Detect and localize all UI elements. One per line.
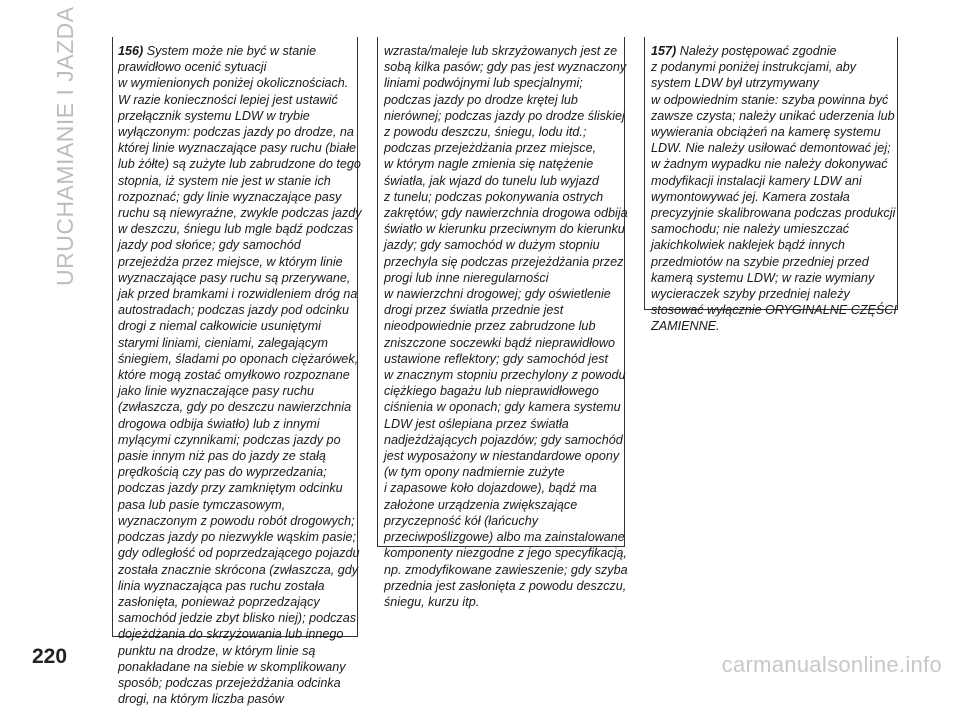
- text-line: pasa lub pasie tymczasowym,: [118, 497, 286, 512]
- text-line: drogi, na którym liczba pasów: [118, 692, 284, 707]
- text-line: (zwłaszcza, gdy po deszczu nawierzchnia: [118, 400, 352, 415]
- text-line: prędkością czy pas do wyprzedzania;: [118, 465, 327, 480]
- text-line: autostradach; podczas jazdy pod odcinku: [118, 303, 350, 318]
- watermark: carmanualsonline.info: [721, 652, 942, 677]
- text-line: podczas jazdy po niezwykle wąskim pasie;: [118, 530, 356, 545]
- text-line: została znacznie skrócona (zwłaszcza, gdy: [118, 562, 359, 577]
- text-line: w znacznym stopniu przechylony z powodu: [384, 368, 626, 383]
- text-line: ZAMIENNE.: [651, 319, 720, 334]
- text-line: śniegiem, śladami po oponach ciężarówek,: [118, 351, 359, 366]
- text-line: gdy odległość od poprzedzającego pojazdu: [118, 546, 360, 561]
- text-line: z tunelu; podczas pokonywania ostrych: [384, 189, 604, 204]
- text-line: pasie innym niż pas do jazdy ze stałą: [118, 449, 326, 464]
- text-line: w nawierzchni drogowej; gdy oświetlenie: [384, 287, 611, 302]
- text-line: przejeżdża przez miejsce, w którym linie: [118, 254, 343, 269]
- text-line: dojeżdżania do skrzyżowania lub innego: [118, 627, 344, 642]
- text-line: system LDW był utrzymywany: [651, 76, 819, 91]
- text-line: np. zmodyfikowane zawieszenie; gdy szyba: [384, 562, 628, 577]
- warning-box-157: [644, 37, 898, 334]
- text-line: ustawione reflektory; gdy samochód jest: [384, 351, 609, 366]
- text-line: stosować wyłącznie ORYGINALNE CZĘŚCI: [651, 303, 897, 318]
- text-line: LDW. Nie należy usiłować demontować jej;: [651, 141, 891, 156]
- text-line: nadjeżdżających pojazdów; gdy samochód: [384, 432, 623, 447]
- text-line: wyznaczające pasy ruchu są przerywane,: [118, 270, 351, 285]
- text-line: jakichkolwiek naklejek bądź innych: [651, 238, 845, 253]
- text-line: liniami podwójnymi lub specjalnymi;: [384, 76, 583, 91]
- text-line: LDW jest oślepiana przez światła: [384, 416, 569, 431]
- text-line: progi lub inne nieregularności: [384, 270, 549, 285]
- text-line: przednia jest zasłonięta z powodu deszczu,: [384, 578, 627, 593]
- text-line: zasłonięta, ponieważ poprzedzający: [118, 594, 320, 609]
- text-line: zakrętów; gdy nawierzchnia drogowa odbija: [384, 206, 628, 221]
- text-line: W razie konieczności lepiej jest ustawić: [118, 92, 338, 107]
- text-line: podczas jazdy przy zamkniętym odcinku: [118, 481, 343, 496]
- text-line: z powodu deszczu, śniegu, lodu itd.;: [384, 125, 587, 140]
- text-line: w wymienionych poniżej okolicznościach.: [118, 76, 349, 91]
- text-line: podczas przejeżdżania przez miejsce,: [384, 141, 597, 156]
- text-line: wycieraczek szyby przedniej należy: [651, 287, 850, 302]
- text-line: przedmiotów na szybie przedniej przed: [651, 254, 869, 269]
- text-line: wyznaczonym z powodu robót drogowych;: [118, 513, 355, 528]
- text-line: samochód jedzie zbyt blisko niej); podczas: [118, 611, 357, 626]
- text-line: w żadnym wypadku nie należy dokonywać: [651, 157, 888, 172]
- text-line: wyłączonym: podczas jazdy po drodze, na: [118, 125, 354, 140]
- text-line: wywierania obciążeń na kamerę systemu: [651, 125, 881, 140]
- text-line: drogowa odbija światło) lub z innymi: [118, 416, 320, 431]
- text-line: założone urządzenia zwiększające: [384, 497, 578, 512]
- text-line: starymi liniami, cieniami, zalegającym: [118, 335, 328, 350]
- text-line: zawsze czysta; należy unikać uderzenia lub: [651, 108, 895, 123]
- text-line: precyzyjnie skalibrowana podczas produkcji: [651, 206, 896, 221]
- text-line: mylącymi czynnikami; podczas jazdy po: [118, 432, 341, 447]
- text-line: sposób; podczas przejeżdżania odcinka: [118, 675, 341, 690]
- text-line: modyfikacji instalacji kamery LDW ani: [651, 173, 862, 188]
- section-title: URUCHAMIANIE I JAZDA: [52, 6, 78, 286]
- text-line: w deszczu, śniegu lub mgle bądź podczas: [118, 222, 354, 237]
- text-line: rozpoznać; gdy linie wyznaczające pasy: [118, 189, 342, 204]
- text-line: komponenty niezgodne z jego specyfikacją,: [384, 546, 627, 561]
- text-line: jazdy; gdy samochód w dużym stopniu: [384, 238, 600, 253]
- text-line: jest wyposażony w niestandardowe opony: [384, 449, 620, 464]
- text-line: ciśnienia w oponach; gdy kamera systemu: [384, 400, 621, 415]
- text-line: lub żółte) są zużyte lub zabrudzone do tego: [118, 157, 361, 172]
- text-line: ruchu są niewyraźne, zwykle podczas jazdy: [118, 206, 362, 221]
- text-line: jako linie wyznaczające pasy ruchu: [118, 384, 315, 399]
- text-line: nieodpowiednie przez zabrudzone lub: [384, 319, 596, 334]
- text-line: ponakładane na siebie w skomplikowany: [118, 659, 346, 674]
- text-line: w którym nagle zmienia się natężenie: [384, 157, 594, 172]
- text-line: w odpowiednim stanie: szyba powinna być: [651, 92, 889, 107]
- text-line: światła, jak wjazd do tunelu lub wyjazd: [384, 173, 599, 188]
- text-line: kamerą systemu LDW; w razie wymiany: [651, 270, 875, 285]
- text-line: śniegu, kurzu itp.: [384, 594, 480, 609]
- warning-box-156: [112, 37, 362, 707]
- text-line: jak przed bramkami i rozwidleniem dróg na: [118, 287, 358, 302]
- note-number: 157): [651, 44, 677, 58]
- text-line: przełącznik systemu LDW w trybie: [118, 108, 310, 123]
- text-line: stopnia, iż system nie jest w stanie ich: [118, 173, 331, 188]
- text-line: światło w kierunku przeciwnym do kierunku: [384, 222, 625, 237]
- text-line: punktu na drodze, w którym linie są: [118, 643, 316, 658]
- text-line: zniszczone soczewki bądź nieprawidłowo: [384, 335, 615, 350]
- text-line: której linie wyznaczające pasy ruchu (białe: [118, 141, 356, 156]
- note-number: 156): [118, 44, 144, 58]
- page-number: 220: [32, 645, 68, 668]
- text-line: drogi z niemal całkowicie usuniętymi: [118, 319, 321, 334]
- text-line: przeciwpoślizgowe) albo ma zainstalowane: [384, 530, 625, 545]
- text-line: które mogą zostać omyłkowo rozpoznane: [118, 368, 350, 383]
- text-line: i zapasowe koło dojazdowe), bądź ma: [384, 481, 597, 496]
- text-line: przechyla się podczas przejeżdżania przez: [384, 254, 624, 269]
- text-line: samochodu; nie należy umieszczać: [651, 222, 850, 237]
- text-line: jazdy pod słońce; gdy samochód: [118, 238, 301, 253]
- text-line: (w tym opony nadmiernie zużyte: [384, 465, 565, 480]
- text-line: z podanymi poniżej instrukcjami, aby: [651, 60, 857, 75]
- text-line: drogi przez światła przednie jest: [384, 303, 564, 318]
- text-line: wzrasta/maleje lub skrzyżowanych jest ze: [384, 44, 618, 58]
- text-line: przyczepność kół (łańcuchy: [384, 513, 538, 528]
- text-line: prawidłowo ocenić sytuacji: [118, 60, 267, 75]
- text-line: nierównej; podczas jazdy po drodze śliskiej: [384, 108, 625, 123]
- text-line: linia wyznaczająca pas ruchu została: [118, 578, 325, 593]
- text-line: podczas jazdy po drodze krętej lub: [384, 92, 578, 107]
- text-line: 156) System może nie być w stanie: [118, 44, 317, 58]
- text-line: 157) Należy postępować zgodnie: [651, 44, 837, 58]
- text-line: wymontowywać jej. Kamera została: [651, 189, 850, 204]
- text-line: ciężkiego bagażu lub nieprawidłowego: [384, 384, 599, 399]
- warning-box-156-continued: [377, 37, 628, 609]
- text-line: sobą kilka pasów; gdy pas jest wyznaczony: [384, 60, 627, 75]
